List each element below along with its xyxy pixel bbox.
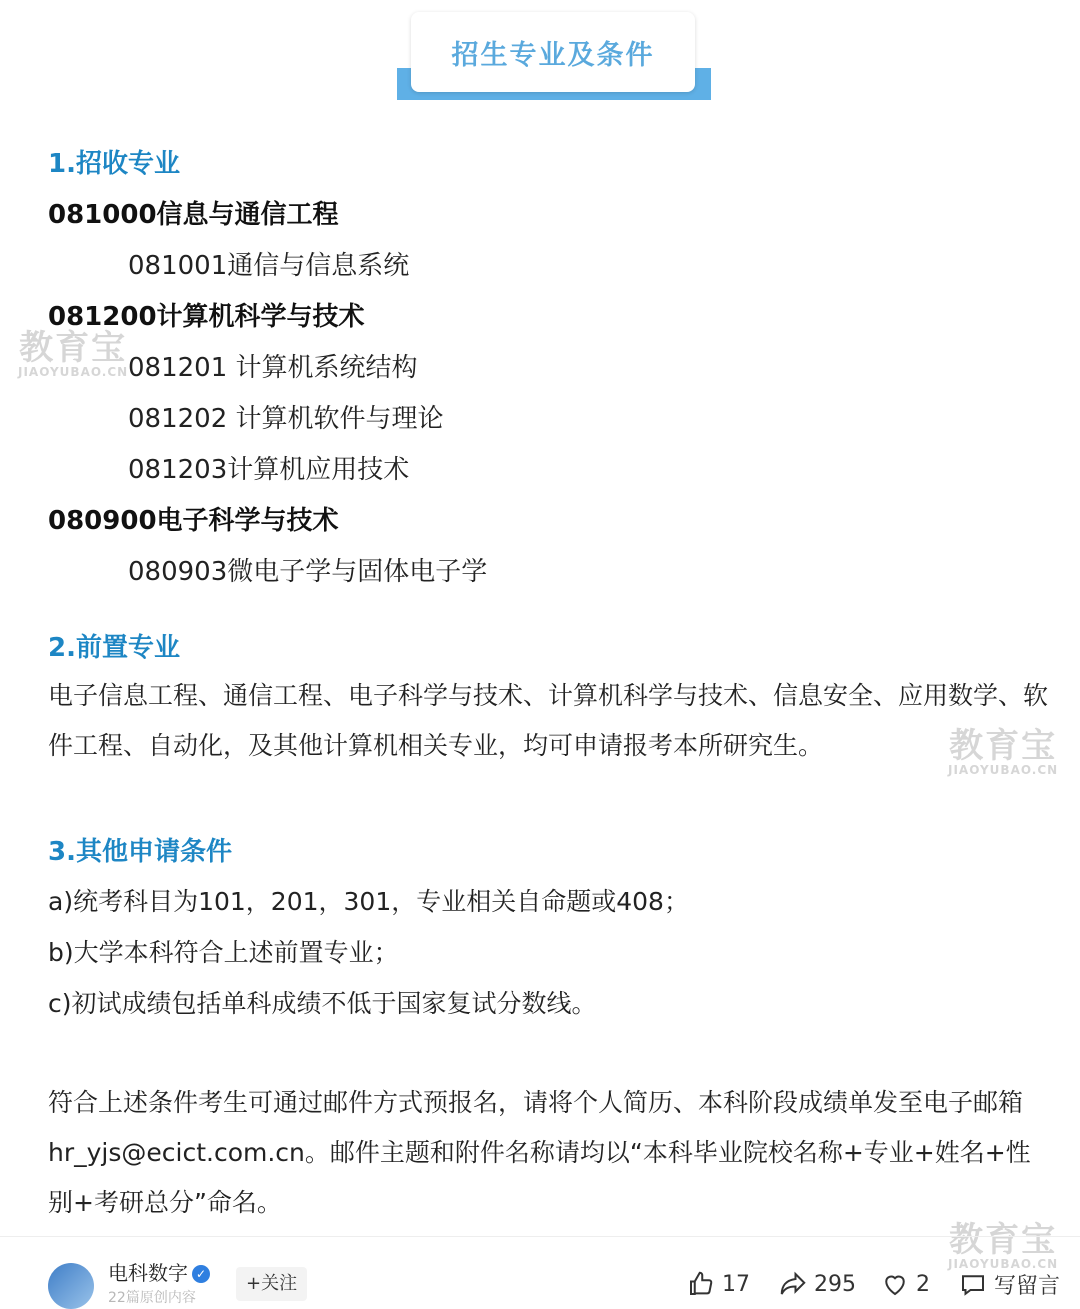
watermark-logo: 教育宝 JIAOYUBAO.CN xyxy=(948,726,1059,777)
heart-icon xyxy=(880,1269,910,1299)
condition-item: c)初试成绩包括单科成绩不低于国家复试分数线。 xyxy=(48,989,597,1018)
section-heading-majors: 1.招收专业 xyxy=(48,149,180,179)
share-icon xyxy=(778,1269,808,1299)
verified-icon: ✓ xyxy=(192,1265,210,1283)
watermark-logo: 教育宝 JIAOYUBAO.CN xyxy=(18,328,129,379)
article-footer xyxy=(0,1236,1080,1306)
major-title: 081000信息与通信工程 xyxy=(48,200,339,230)
sub-major: 081001通信与信息系统 xyxy=(128,251,410,281)
sub-major: 081202 计算机软件与理论 xyxy=(128,404,444,434)
comment-icon xyxy=(958,1270,988,1300)
major-title: 081200计算机科学与技术 xyxy=(48,302,365,332)
like-count: 17 xyxy=(722,1271,750,1297)
section-heading-conditions: 3.其他申请条件 xyxy=(48,837,232,867)
sub-major: 081203计算机应用技术 xyxy=(128,455,410,485)
sub-major: 081201 计算机系统结构 xyxy=(128,353,418,383)
author-subtitle: 22篇原创内容 xyxy=(108,1290,196,1306)
condition-item: b)大学本科符合上述前置专业； xyxy=(48,938,399,967)
condition-item: a)统考科目为101，201，301，专业相关自命题或408； xyxy=(48,887,689,916)
like-button[interactable] xyxy=(686,1269,750,1299)
section-heading-prerequisite: 2.前置专业 xyxy=(48,633,180,663)
comment-label: 写留言 xyxy=(994,1274,1061,1299)
watermark-logo: 教育宝 JIAOYUBAO.CN xyxy=(948,1220,1059,1271)
section-banner xyxy=(397,10,711,100)
thumbs-up-icon xyxy=(686,1269,716,1299)
banner-title: 招生专业及条件 xyxy=(411,12,695,92)
heart-count: 2 xyxy=(916,1271,930,1297)
avatar[interactable] xyxy=(48,1263,94,1309)
major-title: 080900电子科学与技术 xyxy=(48,506,339,536)
prerequisite-text: 电子信息工程、通信工程、电子科学与技术、计算机科学与技术、信息安全、应用数学、软件工程、自动化，及其他计算机相关专业，均可申请报考本所研究生。 xyxy=(48,681,1049,760)
share-button[interactable] xyxy=(778,1269,856,1299)
heart-button[interactable] xyxy=(880,1269,930,1299)
sub-major: 080903微电子学与固体电子学 xyxy=(128,557,488,587)
closing-text: 符合上述条件考生可通过邮件方式预报名，请将个人简历、本科阶段成绩单发至电子邮箱 hr_yjs@ecict.com.cn。邮件主题和附件名称请均以“本科毕业院校名称+专业+姓名+性别+考研总分”命名。 xyxy=(48,1088,1031,1217)
follow-button[interactable]: +关注 xyxy=(236,1267,307,1301)
share-count: 295 xyxy=(814,1271,856,1297)
author-name[interactable]: 电科数字 ✓ xyxy=(108,1257,210,1286)
comment-button[interactable] xyxy=(958,1269,1060,1300)
